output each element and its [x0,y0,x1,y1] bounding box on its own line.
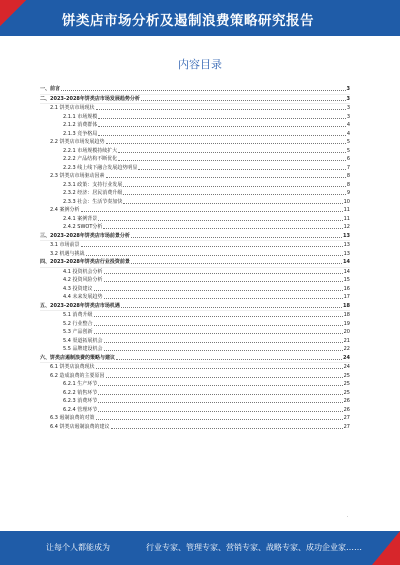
toc-entry[interactable] [40,147,350,156]
toc-entry[interactable] [40,85,350,95]
toc-entry-label: 3.1 市场前景 [50,242,80,248]
toc-entry-label: 2.2.1 市场规模持续扩大 [63,147,118,154]
toc-entry-label: 五、2023-2028年饼类店市场机遇 [40,302,120,309]
toc-entry[interactable] [40,285,350,294]
toc-entry-label: 2.4.1 案例背景 [63,215,98,222]
toc-leader-dots [141,100,346,101]
toc-leader-dots [86,255,343,256]
footer-bar [0,531,400,565]
toc-entry-label: 三、2023-2028年饼类店市场前景分析 [40,232,130,239]
toc-leader-dots [104,281,343,282]
toc-entry-label: 2.2 饼类店市场发展趋势 [50,139,105,145]
toc-entry[interactable] [40,423,350,432]
page-marker: · [347,514,349,519]
toc-entry-label: 4.2 投资风险分析 [63,277,103,283]
toc-entry-page: 8 [346,181,350,188]
toc-entry-page: 25 [343,372,350,379]
toc-leader-dots [106,377,343,378]
toc-leader-dots [131,263,342,264]
toc-entry-page: 27 [343,423,350,430]
toc-entry-label: 2.3 饼类店市场驱动因素 [50,173,105,179]
toc-entry[interactable] [40,258,350,268]
toc-leader-dots [94,333,343,334]
header-accent-stripe [0,0,26,36]
toc-entry-label: 5.5 品牌建设机会 [63,346,103,352]
toc-entry-page: 19 [343,320,350,327]
toc-entry-page: 9 [346,190,350,196]
table-of-contents [40,85,350,431]
footer-roles: 行业专家、管理专家、营销专家、战略专家、成功企业家…… [146,543,362,552]
footer-slogan: 让每个人都能成为 [46,543,110,552]
toc-entry-label: 5.4 渠道拓展机会 [63,337,103,344]
toc-entry[interactable] [40,113,350,122]
toc-entry-page: 3 [346,105,350,111]
toc-entry-label: 4.4 未来发展趋势 [63,294,103,300]
toc-entry[interactable] [40,406,350,415]
toc-leader-dots [98,135,346,136]
toc-entry-page: 7 [346,164,350,171]
toc-entry-label: 5.1 消费升级 [63,312,93,318]
toc-entry[interactable] [40,345,350,354]
toc-leader-dots [98,118,346,119]
toc-entry-label: 6.3 遏制浪费的对策 [50,415,95,421]
toc-leader-dots [138,169,345,170]
toc-entry-page: 18 [343,302,350,309]
toc-entry[interactable] [40,95,350,105]
toc-entry[interactable] [40,328,350,337]
toc-entry-page: 24 [343,354,350,361]
toc-entry[interactable] [40,181,350,190]
toc-entry-page: 14 [343,259,350,265]
toc-leader-dots [98,394,342,395]
toc-entry[interactable] [40,155,350,164]
toc-leader-dots [94,290,343,291]
toc-entry[interactable] [40,138,350,147]
toc-entry[interactable] [40,232,350,242]
toc-entry-label: 2.3.3 社会：生活节奏加快 [63,198,123,205]
toc-entry-label: 5.2 行业整合 [63,320,93,327]
toc-entry-page: 3 [346,95,350,102]
toc-leader-dots [104,273,343,274]
toc-entry-page: 11 [343,215,350,222]
toc-entry-page: 15 [343,277,350,283]
toc-leader-dots [116,359,342,360]
toc-entry[interactable] [40,164,350,173]
toc-entry-page: 8 [346,173,350,179]
toc-leader-dots [123,203,342,204]
toc-entry-page: 26 [343,406,350,413]
toc-entry-page: 16 [343,285,350,292]
toc-entry[interactable] [40,130,350,139]
toc-heading: 内容目录 [178,58,222,71]
toc-entry-page: 14 [343,268,350,275]
toc-entry-page: 6 [346,156,350,162]
toc-entry[interactable] [40,311,350,320]
toc-entry[interactable] [40,206,350,215]
toc-leader-dots [98,402,342,403]
toc-entry-label: 6.2.2 销售环节 [63,389,98,396]
toc-entry-label: 6.4 饼类店遏制浪费的建议 [50,423,110,430]
toc-leader-dots [121,307,342,308]
toc-leader-dots [131,237,342,238]
toc-entry-page: 13 [343,250,350,257]
toc-leader-dots [94,316,343,317]
toc-entry-label: 2.1.2 消费群体 [63,122,98,128]
toc-entry[interactable] [40,320,350,329]
toc-entry-label: 5.3 产品创新 [63,329,93,335]
toc-entry[interactable] [40,337,350,346]
toc-entry-page: 4 [346,130,350,137]
toc-entry-label: 2.4.2 SWOT分析 [63,224,103,230]
toc-leader-dots [104,342,343,343]
toc-leader-dots [61,90,346,91]
footer-accent-corner [372,531,400,565]
toc-entry[interactable] [40,293,350,302]
toc-entry-label: 4.3 投资建议 [63,285,93,292]
toc-entry-page: 18 [343,312,350,318]
toc-entry-label: 4.1 投资机会分析 [63,268,103,275]
header-bar [0,0,400,36]
toc-leader-dots [98,411,342,412]
toc-leader-dots [106,177,346,178]
toc-entry[interactable] [40,198,350,207]
toc-entry[interactable] [40,380,350,389]
toc-entry-page: 27 [343,415,350,421]
toc-entry-page: 12 [343,224,350,230]
toc-entry-label: 2.1.1 市场规模 [63,113,98,120]
toc-entry-label: 6.2 造成浪费的主要原因 [50,372,105,379]
toc-entry-label: 四、2023-2028年饼类店行业投资前景 [40,259,130,265]
toc-entry[interactable] [40,414,350,423]
toc-leader-dots [98,385,342,386]
toc-entry-label: 2.3.1 政策：支持行业发展 [63,181,123,188]
toc-leader-dots [96,419,343,420]
toc-entry-page: 5 [346,147,350,154]
toc-leader-dots [123,194,345,195]
toc-entry-page: 13 [343,242,350,248]
toc-entry[interactable] [40,389,350,398]
toc-leader-dots [111,428,343,429]
toc-entry-page: 3 [346,86,350,92]
toc-entry-label: 2.2.3 线上线下融合发展趋势明显 [63,164,138,171]
toc-entry[interactable] [40,276,350,285]
toc-entry[interactable] [40,372,350,381]
toc-entry-label: 6.2.4 管理环节 [63,406,98,413]
toc-leader-dots [106,143,346,144]
toc-entry-label: 2.2.2 产品结构不断优化 [63,156,118,162]
toc-entry[interactable] [40,354,350,364]
toc-entry[interactable] [40,363,350,372]
toc-entry-label: 2.1.3 竞争格局 [63,130,98,137]
toc-entry[interactable] [40,189,350,198]
toc-entry-page: 3 [346,113,350,120]
toc-leader-dots [98,126,346,127]
toc-entry[interactable] [40,302,350,312]
toc-entry[interactable] [40,397,350,406]
toc-leader-dots [98,220,342,221]
toc-entry[interactable] [40,104,350,113]
toc-leader-dots [104,298,343,299]
toc-entry-label: 6.1 饼类店浪费现状 [50,364,95,370]
toc-leader-dots [123,186,345,187]
toc-entry-page: 4 [346,122,350,128]
toc-entry-page: 11 [343,207,350,213]
toc-entry-label: 2.3.2 经济：居民消费升级 [63,190,123,196]
toc-entry-label: 2.4 案例分析 [50,207,80,213]
toc-entry-label: 3.2 机遇与挑战 [50,250,85,257]
toc-entry[interactable] [40,250,350,259]
toc-leader-dots [118,160,346,161]
toc-leader-dots [81,246,343,247]
toc-leader-dots [81,211,343,212]
toc-entry-label: 二、2023-2028年饼类店市场发展趋势分析 [40,95,140,102]
toc-leader-dots [94,325,343,326]
toc-entry-page: 26 [343,398,350,404]
toc-entry-page: 25 [343,389,350,396]
toc-leader-dots [103,228,342,229]
toc-entry[interactable] [40,268,350,277]
toc-entry-page: 20 [343,329,350,335]
toc-entry[interactable] [40,223,350,232]
toc-entry-page: 24 [343,364,350,370]
toc-entry-label: 6.2.1 生产环节 [63,381,98,387]
toc-entry-page: 13 [343,232,350,239]
toc-entry-page: 25 [343,381,350,387]
toc-entry-label: 6.2.3 消费环节 [63,398,98,404]
toc-entry[interactable] [40,121,350,130]
toc-leader-dots [104,350,343,351]
toc-entry-label: 一、前言 [40,86,61,92]
toc-entry-label: 六、饼类店遏制浪费的策略与建议 [40,354,116,361]
toc-entry-page: 21 [343,337,350,344]
toc-leader-dots [118,152,346,153]
document-title: 饼类店市场分析及遏制浪费策略研究报告 [62,13,314,29]
toc-entry-page: 17 [343,294,350,300]
toc-entry-page: 22 [343,346,350,352]
toc-entry-label: 2.1 饼类店市场现状 [50,105,95,111]
toc-leader-dots [96,368,343,369]
toc-entry[interactable] [40,172,350,181]
toc-leader-dots [96,109,346,110]
toc-entry[interactable] [40,241,350,250]
toc-entry[interactable] [40,215,350,224]
toc-entry-page: 5 [346,139,350,145]
toc-entry-page: 10 [343,198,350,205]
